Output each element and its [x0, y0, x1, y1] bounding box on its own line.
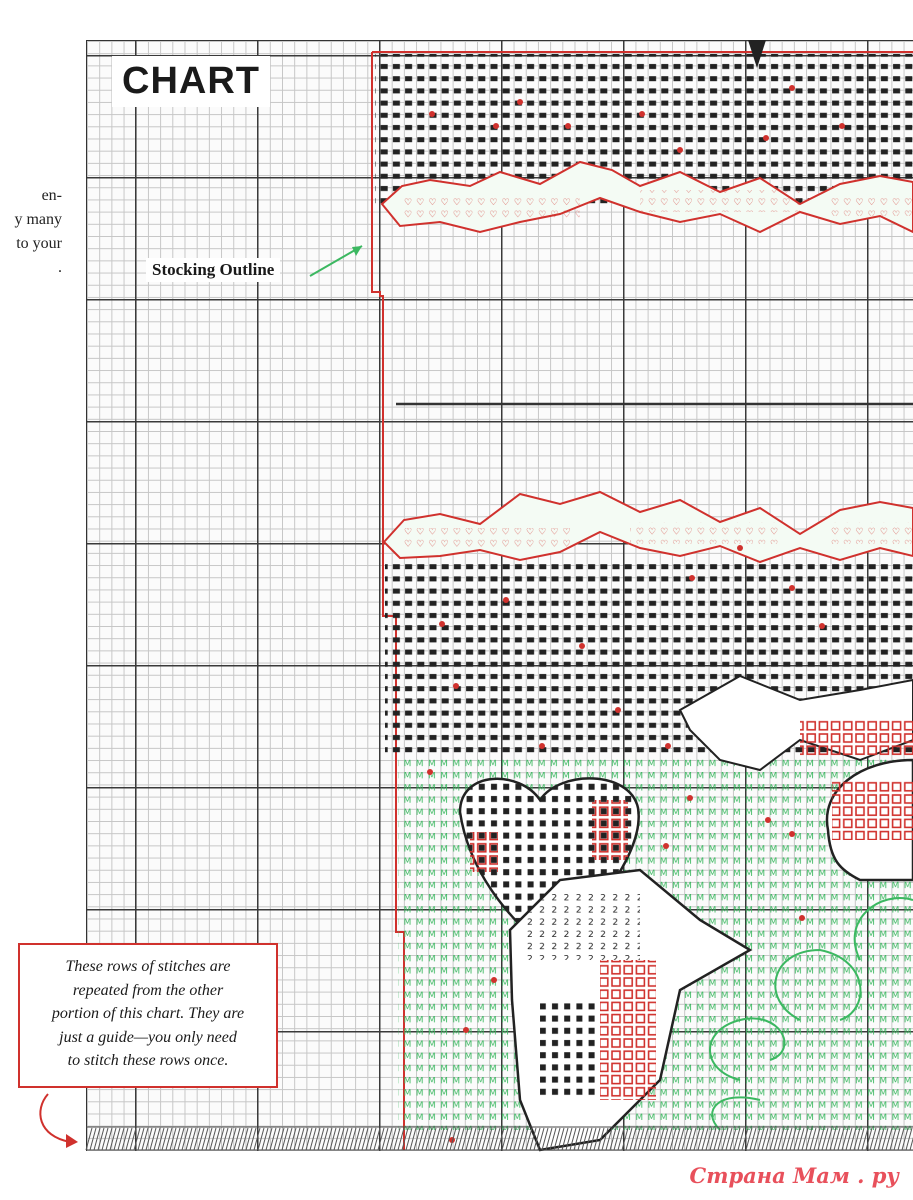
note-arrow-icon [66, 1134, 78, 1148]
stocking-outline-label: Stocking Outline [146, 258, 280, 282]
note-box [18, 943, 278, 1088]
watermark: Страна Мам . ру [689, 1163, 899, 1188]
note-line: portion of this chart. They are [51, 1005, 245, 1022]
cuff-top-block [375, 54, 913, 204]
side-text [0, 184, 62, 280]
side-text-line: en- [41, 187, 62, 204]
side-text-line: to your [16, 235, 62, 252]
note-line: to stitch these rows once. [67, 1052, 229, 1069]
page-title: CHART [112, 56, 270, 107]
side-text-line: y many [14, 211, 62, 228]
note-line: These rows of stitches are [65, 958, 231, 975]
note-line: just a guide—you only need [59, 1028, 237, 1046]
note-line: repeated from the other [72, 981, 224, 999]
side-text-line: . [58, 259, 62, 276]
